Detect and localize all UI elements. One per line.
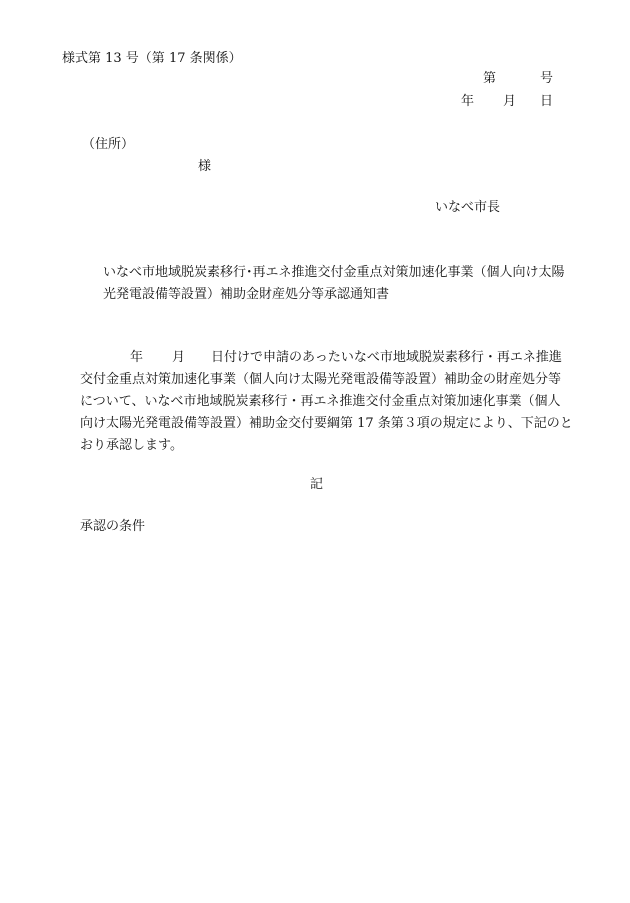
- form-number-label: 様式第 13 号（第 17 条関係）: [62, 51, 242, 66]
- document-number-prefix: 第: [483, 71, 497, 86]
- body-year-label: 年: [130, 350, 144, 365]
- date-year-label: 年: [461, 94, 475, 109]
- document-title-line-2: 光発電設備等設置）補助金財産処分等承認通知書: [103, 287, 390, 302]
- body-month-label: 月: [172, 350, 186, 365]
- conditions-heading: 承認の条件: [80, 519, 146, 534]
- body-line-4: 向け太陽光発電設備等設置）補助金交付要綱第 17 条第３項の規定により、下記のと: [80, 416, 573, 431]
- body-line-2: 交付金重点対策加速化事業（個人向け太陽光発電設備等設置）補助金の財産処分等: [80, 372, 562, 387]
- recipient-address-label: （住所）: [82, 137, 135, 152]
- body-line-5: おり承認します。: [80, 438, 183, 453]
- ki-heading: 記: [310, 477, 324, 492]
- sender-name: いなべ市長: [435, 200, 501, 215]
- date-month-label: 月: [503, 94, 517, 109]
- document-title-line-1: いなべ市地域脱炭素移行･再エネ推進交付金重点対策加速化事業（個人向け太陽: [103, 265, 565, 280]
- document-number-suffix: 号: [540, 71, 554, 86]
- recipient-honorific: 様: [198, 159, 212, 174]
- body-line-3: について、いなべ市地域脱炭素移行・再エネ推進交付金重点対策加速化事業（個人: [80, 394, 561, 409]
- body-line-1: 日付けで申請のあったいなべ市地域脱炭素移行・再エネ推進: [211, 350, 562, 365]
- date-day-label: 日: [540, 94, 554, 109]
